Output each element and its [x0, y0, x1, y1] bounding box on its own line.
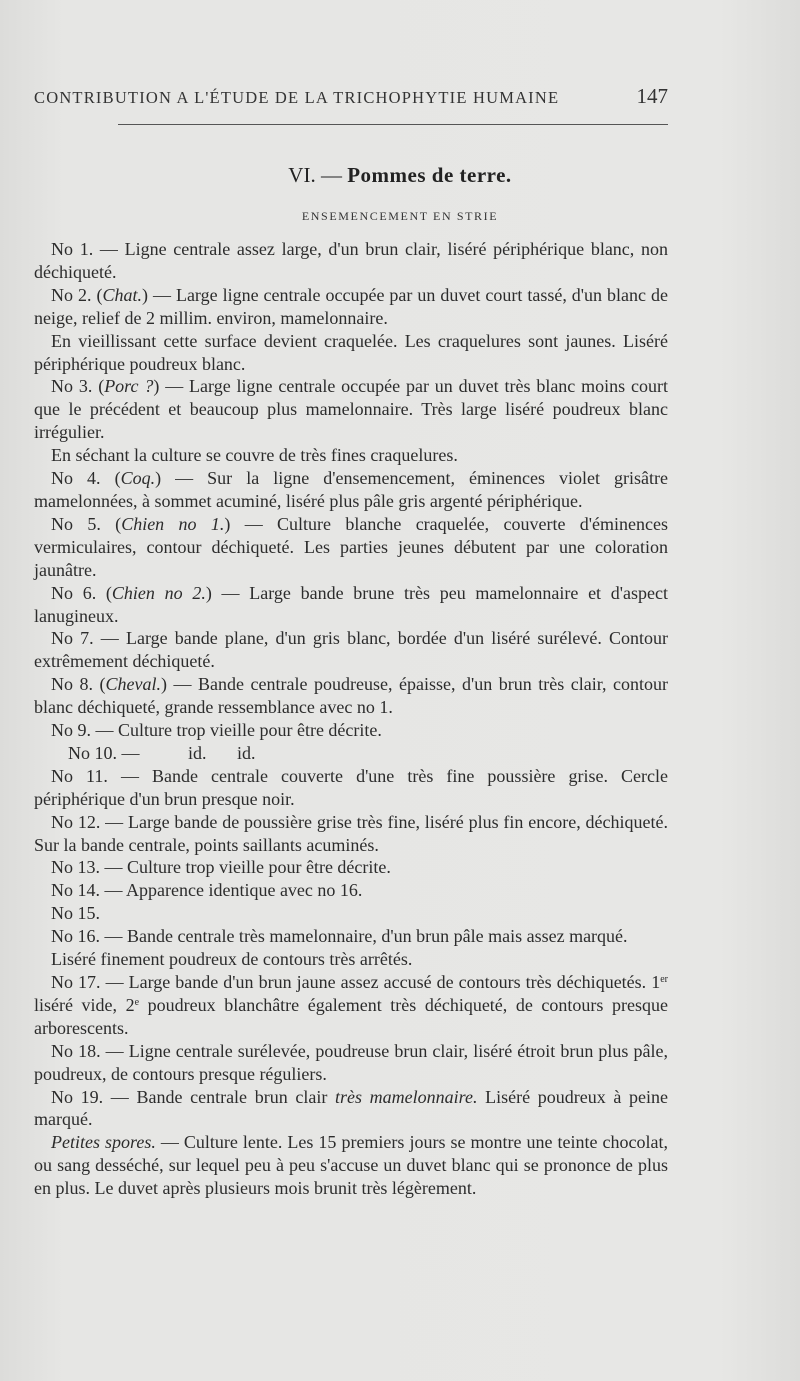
entry-4: No 4. (Coq.) — Sur la ligne d'ensemencement, éminences violet grisâtre mamelonnées, à sommet acuminé, liséré plus pâle gris argenté périphérique.: [34, 468, 668, 511]
header-rule: [118, 124, 668, 125]
entry-11: No 11. — Bande centrale couverte d'une très fine poussière grise. Cercle périphérique d'un brun presque noir.: [34, 765, 668, 809]
entry-16-continued: Liséré finement poudreux de contours très arrêtés.: [51, 949, 413, 970]
entry-8: No 8. (Cheval.) — Bande centrale poudreuse, épaisse, d'un brun très clair, contour blanc déchiqueté, grande ressemblance avec no 1.: [34, 674, 669, 718]
section-number: VI. —: [288, 163, 342, 187]
entry-3: No 3. (Porc ?) — Large ligne centrale occupée par un duvet très blanc moins court que le précédent et beaucoup plus mamelonnaire. Très large liséré poudreux blanc irrégulier.: [34, 376, 668, 443]
entry-7: No 7. — Large bande plane, d'un gris blanc, bordée d'un liséré surélevé. Contour extrêmement déchiqueté.: [34, 628, 668, 672]
entry-17: No 17. — Large bande d'un brun jaune assez accusé de contours très déchiquetés. 1er liséré vide, 2e poudreux blanchâtre également très déchiqueté, de contours presque arborescents.: [34, 972, 668, 1038]
entry-13: No 13. — Culture trop vieille pour être décrite.: [51, 857, 391, 878]
entry-18: No 18. — Ligne centrale surélevée, poudreuse brun clair, liséré étroit brun plus pâle, poudreux, de contours presque réguliers.: [34, 1040, 668, 1084]
entry-6: No 6. (Chien no 2.) — Large bande brune très peu mamelonnaire et d'aspect lanugineux.: [34, 582, 668, 626]
entry-5: No 5. (Chien no 1.) — Culture blanche craquelée, couverte d'éminences vermiculaires, contour déchiqueté. Les parties jeunes débutent par une coloration jaunâtre.: [34, 513, 668, 580]
section-heading: Pommes de terre.: [347, 163, 512, 187]
entry-9: No 9. — Culture trop vieille pour être décrite.: [51, 720, 382, 741]
entry-10: No 10. — id. id.: [68, 742, 256, 763]
entry-16: No 16. — Bande centrale très mamelonnaire, d'un brun pâle mais assez marqué.: [51, 926, 628, 947]
section-title: [0, 163, 800, 188]
running-head: CONTRIBUTION A L'ÉTUDE DE LA TRICHOPHYTIE HUMAINE: [34, 88, 560, 107]
entry-2-continued: En vieillissant cette surface devient craquelée. Les craquelures sont jaunes. Liséré périphérique poudreux blanc.: [34, 330, 668, 374]
entry-3-continued: En séchant la culture se couvre de très fines craquelures.: [51, 445, 458, 466]
page-number: 147: [636, 84, 668, 108]
entry-15: No 15.: [51, 903, 100, 924]
entry-1: No 1. — Ligne centrale assez large, d'un brun clair, liséré périphérique blanc, non déchiqueté.: [34, 239, 668, 282]
entry-19: No 19. — Bande centrale brun clair très mamelonnaire. Liséré poudreux à peine marqué.: [34, 1086, 668, 1130]
entry-2: No 2. (Chat.) — Large ligne centrale occupée par un duvet court tassé, d'un blanc de neige, relief de 2 millim. environ, mamelonnaire.: [34, 284, 668, 328]
entry-14: No 14. — Apparence identique avec no 16.: [51, 880, 363, 901]
entry-12: No 12. — Large bande de poussière grise très fine, liséré plus fin encore, déchiqueté. Sur la bande centrale, points saillants acuminés.: [34, 811, 668, 855]
subheading: ENSEMENCEMENT EN STRIE: [301, 209, 499, 223]
body-text: [34, 238, 668, 1200]
petites-spores-paragraph: Petites spores. — Culture lente. Les 15 premiers jours se montre une teinte chocolat, ou sang desséché, sur lequel peu à peu s'accuse un duvet blanc qui se prononce de plus en plus. Le duvet après plusieurs mois brunit très légèrement.: [34, 1132, 668, 1199]
